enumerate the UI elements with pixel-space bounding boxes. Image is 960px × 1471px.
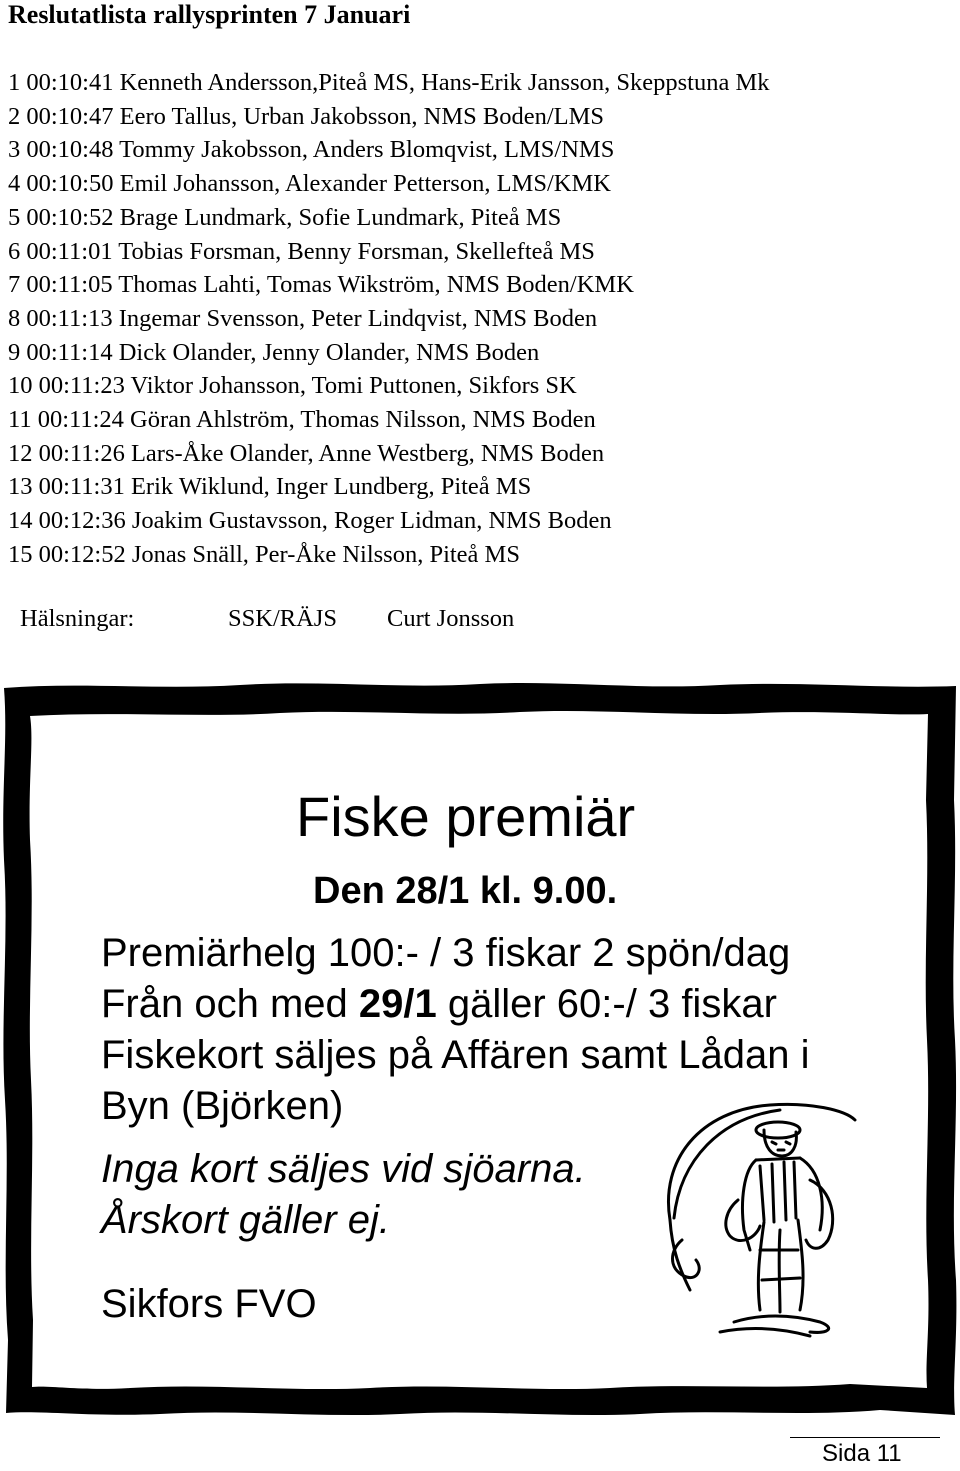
result-row: 6 00:11:01 Tobias Forsman, Benny Forsman, Skellefteå MS bbox=[8, 237, 595, 265]
result-row: 11 00:11:24 Göran Ahlström, Thomas Nilsson, NMS Boden bbox=[8, 406, 596, 434]
result-row: 8 00:11:13 Ingemar Svensson, Peter Lindqvist, NMS Boden bbox=[8, 304, 598, 332]
ad-line-2-pre: Från och med bbox=[101, 982, 359, 1026]
ad-line-2-post: gäller 60:-/ 3 fiskar bbox=[436, 982, 777, 1026]
ad-note bbox=[101, 1144, 586, 1246]
result-row: 13 00:11:31 Erik Wiklund, Inger Lundberg, Piteå MS bbox=[8, 473, 532, 501]
result-row: 14 00:12:36 Joakim Gustavsson, Roger Lidman, NMS Boden bbox=[8, 507, 612, 535]
ad-line-3: Fiskekort säljes på Affären samt Lådan i bbox=[101, 1033, 810, 1077]
footer-rule bbox=[790, 1437, 940, 1438]
page-title: Reslutatlista rallysprinten 7 Januari bbox=[8, 0, 411, 29]
results-list bbox=[8, 66, 770, 572]
ad-signature: Sikfors FVO bbox=[101, 1282, 317, 1326]
result-row: 5 00:10:52 Brage Lundmark, Sofie Lundmark, Piteå MS bbox=[8, 203, 562, 231]
result-row: 15 00:12:52 Jonas Snäll, Per-Åke Nilsson, Piteå MS bbox=[8, 540, 520, 568]
result-row: 12 00:11:26 Lars-Åke Olander, Anne Westberg, NMS Boden bbox=[8, 439, 605, 467]
greetings-name: Curt Jonsson bbox=[387, 605, 515, 632]
ad-line-2 bbox=[101, 979, 881, 1030]
result-row: 9 00:11:14 Dick Olander, Jenny Olander, NMS Boden bbox=[8, 338, 540, 366]
page-number: Sida 11 bbox=[822, 1440, 902, 1467]
result-row: 7 00:11:05 Thomas Lahti, Tomas Wikström, NMS Boden/KMK bbox=[8, 271, 634, 299]
greetings-label: Hälsningar: bbox=[20, 605, 135, 632]
ad-line-4: Byn (Björken) bbox=[101, 1084, 344, 1128]
greetings-org: SSK/RÄJS bbox=[228, 605, 337, 632]
result-row: 1 00:10:41 Kenneth Andersson,Piteå MS, Hans-Erik Jansson, Skeppstuna Mk bbox=[8, 69, 770, 96]
ad-line-1: Premiärhelg 100:- / 3 fiskar 2 spön/dag bbox=[101, 931, 791, 975]
ad-note-2: Årskort gäller ej. bbox=[101, 1198, 390, 1242]
result-row: 4 00:10:50 Emil Johansson, Alexander Petterson, LMS/KMK bbox=[8, 170, 611, 198]
result-row: 2 00:10:47 Eero Tallus, Urban Jakobsson, NMS Boden/LMS bbox=[8, 102, 605, 130]
ad-date: Den 28/1 kl. 9.00. bbox=[313, 870, 618, 912]
result-row: 3 00:10:48 Tommy Jakobsson, Anders Blomqvist, LMS/NMS bbox=[8, 136, 615, 164]
fisherman-icon bbox=[660, 1100, 860, 1340]
ad-note-1: Inga kort säljes vid sjöarna. bbox=[101, 1147, 586, 1191]
ad-heading: Fiske premiär bbox=[296, 785, 636, 848]
result-row: 10 00:11:23 Viktor Johansson, Tomi Puttonen, Sikfors SK bbox=[8, 372, 577, 400]
ad-line-2-bold: 29/1 bbox=[358, 982, 437, 1026]
